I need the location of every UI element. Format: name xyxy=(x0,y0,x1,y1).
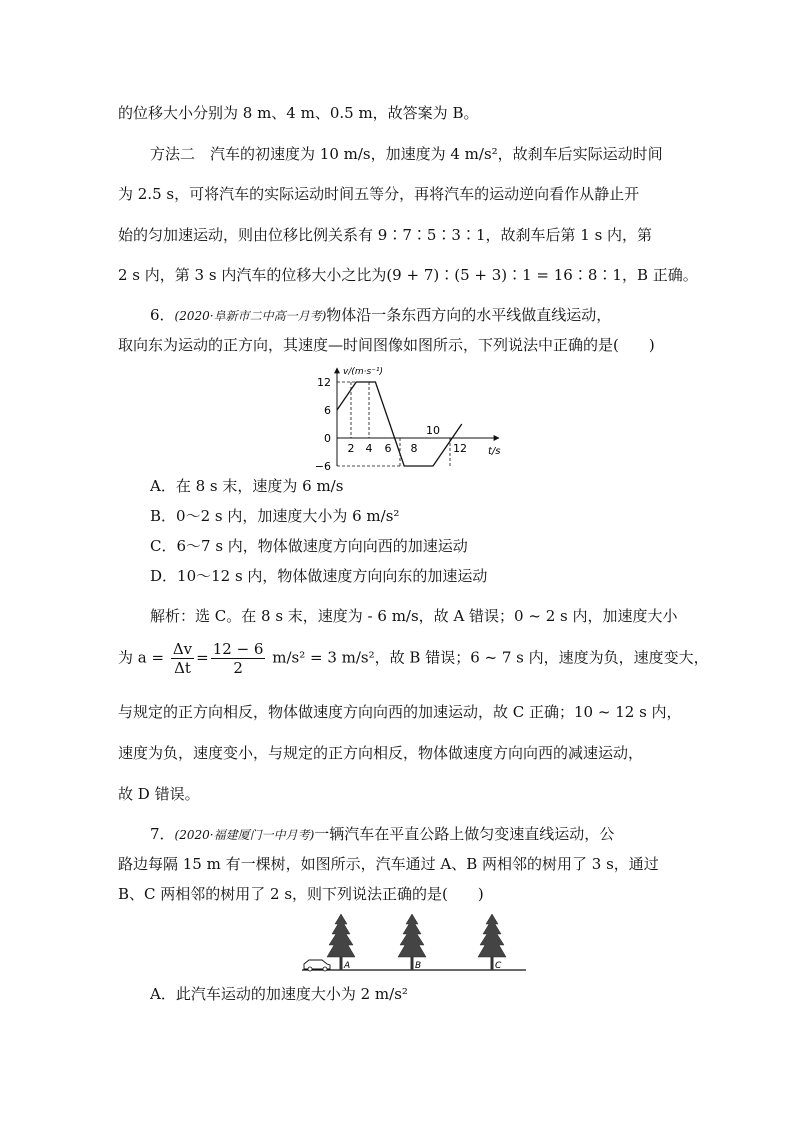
solution-suffix: m/s² = 3 m/s²，故 B 错误；6 ~ 7 s 内，速度为负，速度变大， xyxy=(267,648,709,667)
tree-label-c: C xyxy=(495,961,502,971)
x-tick-6: 6 xyxy=(384,442,392,455)
question-source: (2020·福建厦门一中月考) xyxy=(174,828,315,842)
question-7-stem-1 xyxy=(150,824,614,845)
solution-line-4: 速度为负，速度变小，与规定的正方向相反，物体做速度方向向西的减速运动， xyxy=(118,744,644,762)
fraction-denominator: 2 xyxy=(233,659,243,677)
y-tick-12: 12 xyxy=(317,376,331,389)
velocity-time-graph xyxy=(305,362,505,472)
text-line-5: 2 s 内，第 3 s 内汽车的位移大小之比为(9 + 7)∶(5 + 3)∶1 = 16∶8∶1，B 正确。 xyxy=(118,266,698,284)
x-tick-4: 4 xyxy=(365,442,373,455)
question-7-option-a: A．此汽车运动的加速度大小为 2 m/s² xyxy=(150,985,408,1003)
tree-icon xyxy=(398,914,426,970)
text-line-2: 方法二 汽车的初速度为 10 m/s，加速度为 4 m/s²，故刹车后实际运动时间 xyxy=(150,145,663,163)
text-line-4: 始的匀加速运动，则由位移比例关系有 9∶7∶5∶3∶1，故刹车后第 1 s 内，第 xyxy=(118,226,653,244)
fraction-numerator: 12 − 6 xyxy=(212,640,264,658)
y-axis-label: v/(m·s⁻¹) xyxy=(343,367,384,377)
equals-sign: = xyxy=(196,648,209,667)
x-tick-12: 12 xyxy=(453,442,467,455)
text-line-1: 的位移大小分别为 8 m、4 m、0.5 m，故答案为 B。 xyxy=(118,104,479,122)
tree-label-b: B xyxy=(415,961,422,971)
trees-road-figure xyxy=(300,912,530,974)
y-tick-0: 0 xyxy=(324,432,331,445)
question-number: 6． xyxy=(150,306,175,324)
car-icon xyxy=(304,960,330,971)
fraction-denominator: Δt xyxy=(174,659,191,677)
value-fraction xyxy=(211,640,266,677)
question-stem: 物体沿一条东西方向的水平线做直线运动， xyxy=(326,306,612,324)
option-b: B．0～2 s 内，加速度大小为 6 m/s² xyxy=(150,507,400,525)
question-7-stem-2: 路边每隔 15 m 有一棵树，如图所示，汽车通过 A、B 两相邻的树用了 3 s，通过 xyxy=(118,855,659,873)
option-c: C．6～7 s 内，物体做速度方向向西的加速运动 xyxy=(150,537,468,555)
question-6-stem-2: 取向东为运动的正方向，其速度—时间图像如图所示，下列说法中正确的是( ) xyxy=(118,336,655,354)
question-source: (2020·阜新市二中高一月考) xyxy=(174,309,327,323)
option-d: D．10～12 s 内，物体做速度方向向东的加速运动 xyxy=(150,567,488,585)
fraction-numerator: Δv xyxy=(172,640,193,658)
x-tick-2: 2 xyxy=(347,442,355,455)
tree-icon xyxy=(327,914,355,970)
solution-line-1: 解析：选 C。在 8 s 末，速度为 - 6 m/s，故 A 错误；0 ~ 2 s 内，加速度大小 xyxy=(150,607,678,625)
x-tick-8: 8 xyxy=(410,442,418,455)
x-axis-label: t/s xyxy=(488,446,501,457)
solution-line-2 xyxy=(118,640,709,677)
question-number: 7． xyxy=(150,825,175,843)
solution-prefix: 为 a = xyxy=(118,648,165,667)
y-tick-minus-6: −6 xyxy=(314,460,331,472)
question-7-stem-3: B、C 两相邻的树用了 2 s，则下列说法正确的是( ) xyxy=(118,885,484,903)
velocity-series-line xyxy=(337,382,462,466)
question-stem: 一辆汽车在平直公路上做匀变速直线运动，公 xyxy=(314,825,615,843)
delta-fraction xyxy=(171,640,194,677)
question-6-stem-1 xyxy=(150,305,611,326)
solution-line-3: 与规定的正方向相反，物体做速度方向向西的加速运动，故 C 正确；10 ~ 12 s 内， xyxy=(118,703,682,721)
y-tick-6: 6 xyxy=(324,404,331,417)
tree-icon xyxy=(478,914,506,970)
option-a: A．在 8 s 末，速度为 6 m/s xyxy=(150,477,344,495)
solution-line-5: 故 D 错误。 xyxy=(118,785,200,803)
tree-label-a: A xyxy=(344,961,351,971)
x-tick-10: 10 xyxy=(426,424,440,437)
text-line-3: 为 2.5 s，可将汽车的实际运动时间五等分，再将汽车的运动逆向看作从静止开 xyxy=(118,185,640,203)
